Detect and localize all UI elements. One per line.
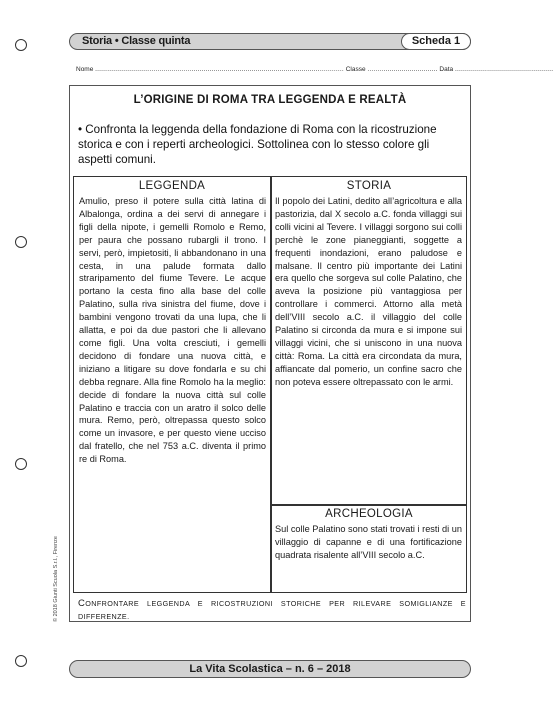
legend-text: Amulio, preso il potere sulla città latina di Albalonga, ordina a dei servi di annegare i figli della nipote, i gemelli Romolo e Remo, per paura che possano rubargli il trono. I servi, però, impietositi, li abbandonano in una cesta, in una palude formata dallo straripamento del fiume Tevere. Le acque portano la cesta fino alla base del colle Palatino, sulla riva sinistra del fiume, dove i bambini vengono trovati da una lupa, che li allatta, e poi da due pastori che li allevano come figli. Una volta cresciuti, i gemelli decidono di fondare una nuova città, e iniziano a litigare su dove fondarla e su chi debba regnare. Alla fine Romolo ha la meglio: decide di fondare la nuova città sul colle Palatino e traccia con un aratro il solco delle mura. Remo, però, oltrepassa questo solco come un invasore, e per questo viene ucciso dal fratello, che nel 753 a.C. diventa il primo re di Roma. <box>79 196 266 465</box>
binder-hole <box>15 236 27 248</box>
objective-text: ONFRONTARE LEGGENDA E RICOSTRUZIONI STORICHE PER RILEVARE SOMIGLIANZE E DIFFERENZE. <box>78 599 466 621</box>
class-line[interactable]: ................................... <box>367 66 438 73</box>
footer-bar: La Vita Scolastica – n. 6 – 2018 <box>69 660 471 678</box>
row-divider <box>270 504 467 506</box>
history-text: Il popolo dei Latini, dedito all’agricoltura e alla pastorizia, dal X secolo a.C. fonda villaggi sui colli vicini al Tevere. I villaggi sorgono sui colli perchè le zone pianeggianti, soggette a frequenti inondazioni, erano paludose e malsane. Il centro più importante dei Latini era quello che sorgeva sul colle Palatino, che aveva la posizione più vantaggiosa per controllare i commerci. Attorno alla metà dell’VIII secolo a.C. il villaggio del colle Palatino si circonda da mura e si impone sui villaggi vicini, che si uniscono in una nuova città: Roma. La città era circondata da mura, affiancate dal pomerio, un confine sacro che non poteva essere oltrepassato con le armi. <box>275 196 462 387</box>
subject-label: Storia • Classe quinta <box>82 35 191 47</box>
worksheet-title: L’ORIGINE DI ROMA TRA LEGGENDA E REALTÀ <box>133 94 407 106</box>
header-bar <box>69 33 471 50</box>
column-divider <box>270 177 272 592</box>
archaeology-text: Sul colle Palatino sono stati trovati i resti di un villaggio di capanne e di una fortificazione quadrata risalente all’VIII secolo a.C. <box>275 524 462 560</box>
objective-initial: C <box>78 598 86 609</box>
comparison-table <box>73 176 467 593</box>
binder-hole <box>15 458 27 470</box>
worksheet-frame <box>69 85 471 622</box>
name-label: Nome <box>76 66 94 73</box>
binder-hole <box>15 39 27 51</box>
archaeology-heading: ARCHEOLOGIA <box>325 508 413 520</box>
objective-note <box>78 597 466 623</box>
date-label: Data <box>439 66 454 73</box>
instruction-text: • Confronta la leggenda della fondazione di Roma con la ricostruzione storica e con i reperti archeologici. Sottolinea con lo stesso colore gli aspetti comuni. <box>78 123 437 166</box>
legend-heading: LEGGENDA <box>138 180 206 192</box>
date-line[interactable]: ................................................. <box>454 66 553 73</box>
binder-hole <box>15 655 27 667</box>
copyright-notice: © 2018 Giunti Scuola S.r.l., Firenze <box>53 536 59 622</box>
sheet-badge: Scheda 1 <box>401 33 471 50</box>
history-heading: STORIA <box>346 180 392 192</box>
name-line[interactable]: ............................................................................................................................ <box>95 66 344 73</box>
class-label: Classe <box>345 66 366 73</box>
student-fields <box>76 66 553 73</box>
